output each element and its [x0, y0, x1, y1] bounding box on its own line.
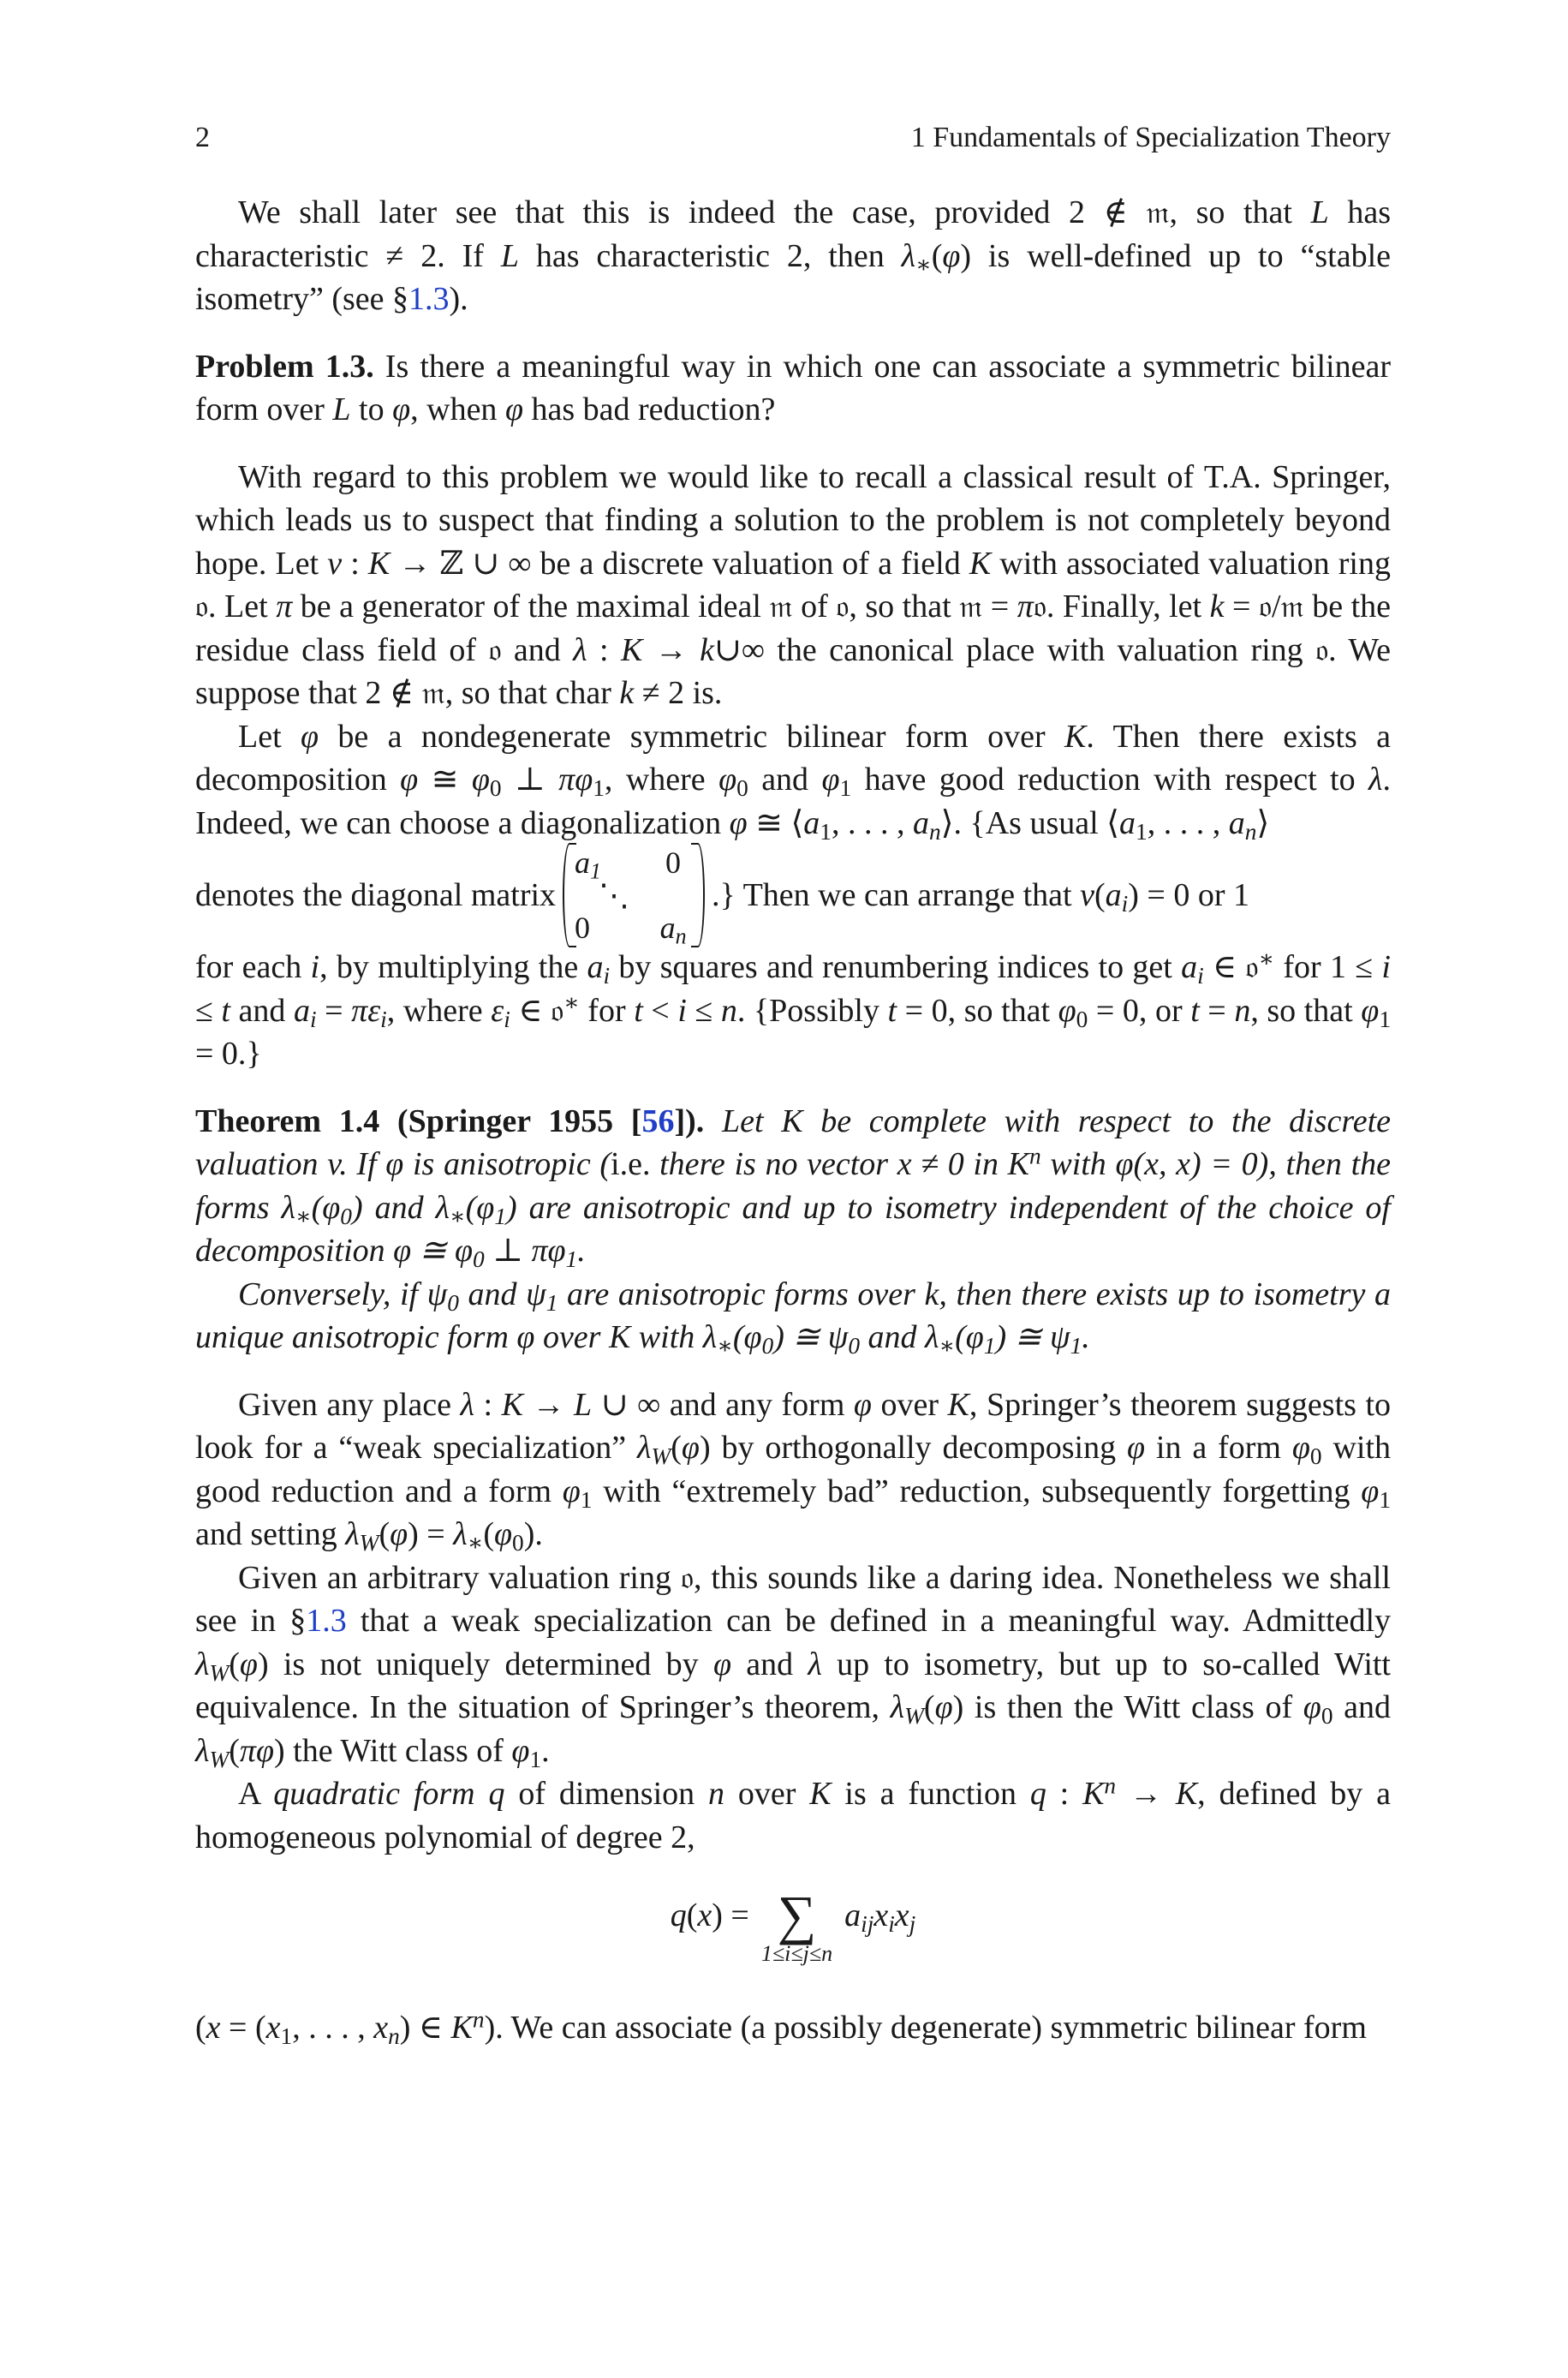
running-header — [195, 117, 1391, 158]
paragraph: A quadratic form q of dimension n over K is a function q : $K^n \to K$, defined by a homogeneous polynomial of degree 2, — [195, 1772, 1392, 1855]
page-content — [195, 117, 1391, 2050]
paragraph: Let φ be a nondegenerate symmetric bilinear form over K. Then there exists a decomposition φ ≅ $\varphi_0$ ⊥ $\pi\varphi_1$, where $\varphi_0$ and $\varphi_1$ have good reduction with respect to λ. Indeed, we can choose a diagonalization φ ≅ $⟨a_1$, . . . , $a_n⟩$. {As usual $⟨a_1$, . . . , $a_n⟩$ — [195, 718, 1391, 845]
display-equation: q(x) = ∑ 1≤i≤j≤n $a_{ij}x_ix_j$ — [670, 1885, 916, 1966]
page-number: 2 — [195, 122, 210, 153]
paragraph-continued: for each i, by multiplying the $a_i$ by squares and renumbering indices to get $a_i$ ∈ 𝔬∗ for 1 ≤ i ≤ t and $a_i = \pi\varepsilon_i$, where $\varepsilon_i$ ∈ 𝔬∗ for t < i ≤ n. {Possibly t = 0, so that $\varphi_0 = 0$, or t = n, so that $\varphi_1 = 0$.} — [195, 946, 1391, 1072]
paragraph: We shall later see that this is indeed the case, provided 2 ∉ 𝔪, so that L has characteristic ≠ 2. If L has characteristic 2, then $\lambda_∗(\varphi)$ is well-defined up to “stable isometry” (see §1.3). — [195, 194, 1391, 317]
problem-label: Problem 1.3. — [195, 348, 374, 385]
term-quadratic-form: quadratic form — [273, 1776, 475, 1812]
citation-link[interactable]: 56 — [641, 1102, 675, 1139]
matrix-line: denotes the diagonal matrix $a_1$ 0 ⋱ 0 $a_n$ .} Then we can arrange that $v(a_i) = 0$ or 1 — [195, 845, 1391, 946]
theorem-label: Theorem 1.4 (Springer 1955 [ — [195, 1102, 642, 1139]
sum-index: 1≤i≤j≤n — [760, 1941, 833, 1966]
running-title: 1 Fundamentals of Specialization Theory — [910, 122, 1391, 153]
problem-statement: Problem 1.3. Is there a meaningful way in which one can associate a symmetric bilinear form over L to φ, when φ has bad reduction? — [195, 348, 1391, 427]
paragraph: With regard to this problem we would like to recall a classical result of T.A. Springer, which leads us to suspect that finding a solution to the problem is not completely beyond hope. Let v : K → ℤ ∪ ∞ be a discrete valuation of a field K with associated valuation ring 𝔬. Let π be a generator of the maximal ideal 𝔪 of 𝔬, so that 𝔪 = π𝔬. Finally, let k = 𝔬/𝔪 be the residue class field of 𝔬 and λ : K → k∪∞ the canonical place with valuation ring 𝔬. We suppose that 2 ∉ 𝔪, so that char k ≠ 2 is. — [195, 458, 1392, 711]
theorem-converse: Conversely, if $\psi_0$ and $\psi_1$ are anisotropic forms over k, then there exists up to isometry a unique anisotropic form φ over K with $\lambda_∗(\varphi_0)$ ≅ $\psi_0$ and $\lambda_∗(\varphi_1)$ ≅ $\psi_1$. — [195, 1276, 1391, 1359]
diagonal-matrix: $a_1$ 0 ⋱ 0 $a_n$ — [563, 846, 705, 944]
paragraph: Given any place λ : K → L ∪ ∞ and any form φ over K, Springer’s theorem suggests to look for a “weak specialization” $\lambda_W(\varphi)$ by orthogonally decomposing φ in a form $\varphi_0$ with good reduction and a form $\varphi_1$ with “extremely bad” reduction, subsequently forgetting $\varphi_1$ and setting $\lambda_W(\varphi) = \lambda_∗(\varphi_0)$. — [195, 1386, 1392, 1556]
summation — [760, 1885, 833, 1967]
theorem-statement: Theorem 1.4 (Springer 1955 [56]). Let K be complete with respect to the discrete valuation v. If φ is anisotropic (i.e. there is no vector x ≠ 0 in $K^n$ with φ(x, x) = 0), then the forms $\lambda_∗(\varphi_0)$ and $\lambda_∗(\varphi_1)$ are anisotropic and up to isometry independent of the choice of decomposition φ ≅ $\varphi_0$ ⊥ $\pi\varphi_1$. — [195, 1102, 1392, 1272]
section-link[interactable]: 1.3 — [306, 1603, 347, 1639]
sum-symbol: ∑ — [777, 1885, 817, 1945]
paragraph: Given an arbitrary valuation ring 𝔬, this sounds like a daring idea. Nonetheless we shall see in §1.3 that a weak specialization can be defined in a meaningful way. Admittedly $\lambda_W(\varphi)$ is not uniquely determined by φ and λ up to isometry, but up to so-called Witt equivalence. In the situation of Springer’s theorem, $\lambda_W(\varphi)$ is then the Witt class of $\varphi_0$ and $\lambda_W(\pi\varphi)$ the Witt class of $\varphi_1$. — [195, 1559, 1392, 1772]
paragraph: ($x = (x_1$, . . . , $x_n$) ∈ $K^n$). We can associate (a possibly degenerate) symmetric bilinear form — [195, 2006, 1367, 2049]
section-link[interactable]: 1.3 — [408, 281, 450, 317]
